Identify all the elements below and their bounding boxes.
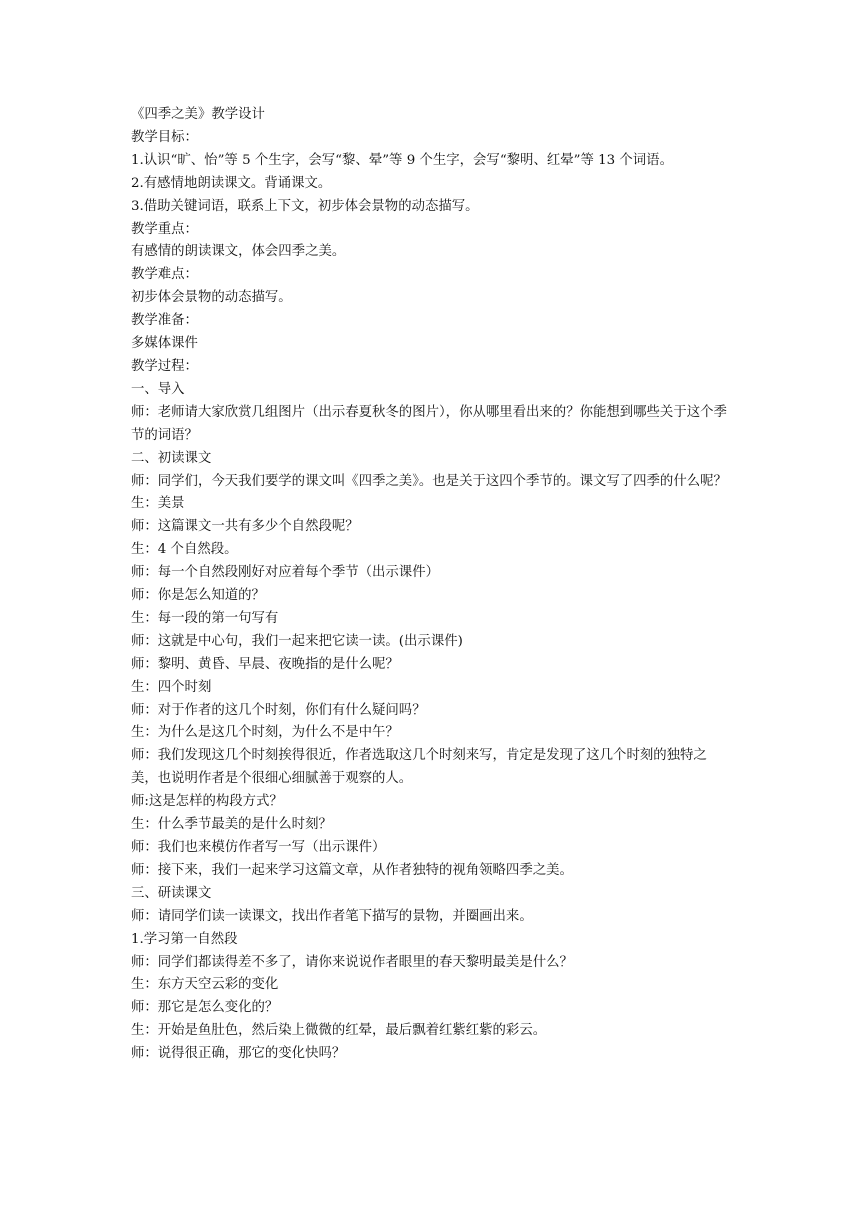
key-points-text: 有感情的朗读课文，体会四季之美。 [131, 244, 346, 260]
dialogue-line: 生：美景 [131, 496, 185, 512]
dialogue-line: 生：四个时刻 [131, 679, 212, 695]
dialogue-line: 生：4 个自然段。 [131, 542, 238, 558]
dialogue-line: 师：接下来，我们一起来学习这篇文章，从作者独特的视角领略四季之美。 [131, 862, 573, 878]
dialogue-line: 师：每一个自然段刚好对应着每个季节（出示课件） [131, 565, 439, 581]
dialogue-line: 师：同学们，今天我们要学的课文叫《四季之美》。也是关于这四个季节的。课文写了四季的什么呢？ [131, 473, 727, 489]
subsection-heading-paragraph-1: 1.学习第一自然段 [131, 931, 238, 947]
process-heading-intro: 一、导入 [131, 381, 185, 397]
dialogue-line: 生：为什么是这几个时刻，为什么不是中午？ [131, 725, 399, 741]
objective-item-2: 2.有感情地朗读课文。背诵课文。 [131, 175, 332, 191]
section-heading-difficulties: 教学难点： [131, 267, 198, 283]
dialogue-line: 师：你是怎么知道的？ [131, 588, 265, 604]
dialogue-line: 生：什么季节最美的是什么时刻？ [131, 817, 332, 833]
document-body [131, 104, 731, 1066]
objective-item-3: 3.借助关键词语，联系上下文，初步体会景物的动态描写。 [131, 198, 479, 214]
dialogue-line: 师：黎明、黄昏、早晨、夜晚指的是什么呢？ [131, 656, 399, 672]
objective-item-1: 1.认识“旷、怡”等 5 个生字，会写“黎、晕”等 9 个生字，会写“黎明、红晕”等 13 个词语。 [131, 152, 673, 168]
dialogue-line: 生：东方天空云彩的变化 [131, 977, 279, 993]
difficulties-text: 初步体会景物的动态描写。 [131, 290, 292, 306]
dialogue-line: 师:这是怎样的构段方式？ [131, 794, 283, 810]
process-heading-first-reading: 二、初读课文 [131, 450, 212, 466]
section-heading-preparation: 教学准备： [131, 313, 198, 329]
dialogue-line: 师：同学们都读得差不多了，请你来说说作者眼里的春天黎明最美是什么？ [131, 954, 573, 970]
dialogue-line: 师：那它是怎么变化的？ [131, 1000, 279, 1016]
dialogue-line: 师：这就是中心句，我们一起来把它读一读。(出示课件) [131, 633, 463, 649]
document-title: 《四季之美》教学设计 [131, 107, 265, 122]
dialogue-line: 师：请同学们读一读课文，找出作者笔下描写的景物，并圈画出来。 [131, 908, 533, 924]
dialogue-line: 师：我们发现这几个时刻挨得很近，作者选取这几个时刻来写，肯定是发现了这几个时刻的独特之美，也说明作者是个很细心细腻善于观察的人。 [131, 748, 707, 787]
dialogue-line: 师：我们也来模仿作者写一写（出示课件） [131, 840, 386, 855]
section-heading-process: 教学过程： [131, 358, 198, 374]
dialogue-line: 师：这篇课文一共有多少个自然段呢？ [131, 519, 359, 535]
dialogue-line: 生：开始是鱼肚色，然后染上微微的红晕，最后飘着红紫红紫的彩云。 [131, 1023, 547, 1039]
dialogue-line: 师：说得很正确，那它的变化快吗？ [131, 1046, 346, 1062]
section-heading-objectives: 教学目标： [131, 129, 198, 145]
dialogue-line: 生：每一段的第一句写有 [131, 610, 279, 626]
dialogue-line: 师：老师请大家欣赏几组图片（出示春夏秋冬的图片），你从哪里看出来的？你能想到哪些关于这个季节的词语？ [131, 404, 727, 443]
dialogue-line: 师：对于作者的这几个时刻，你们有什么疑问吗？ [131, 702, 426, 718]
preparation-text: 多媒体课件 [131, 336, 198, 352]
section-heading-key-points: 教学重点： [131, 221, 198, 237]
process-heading-study: 三、研读课文 [131, 885, 212, 901]
